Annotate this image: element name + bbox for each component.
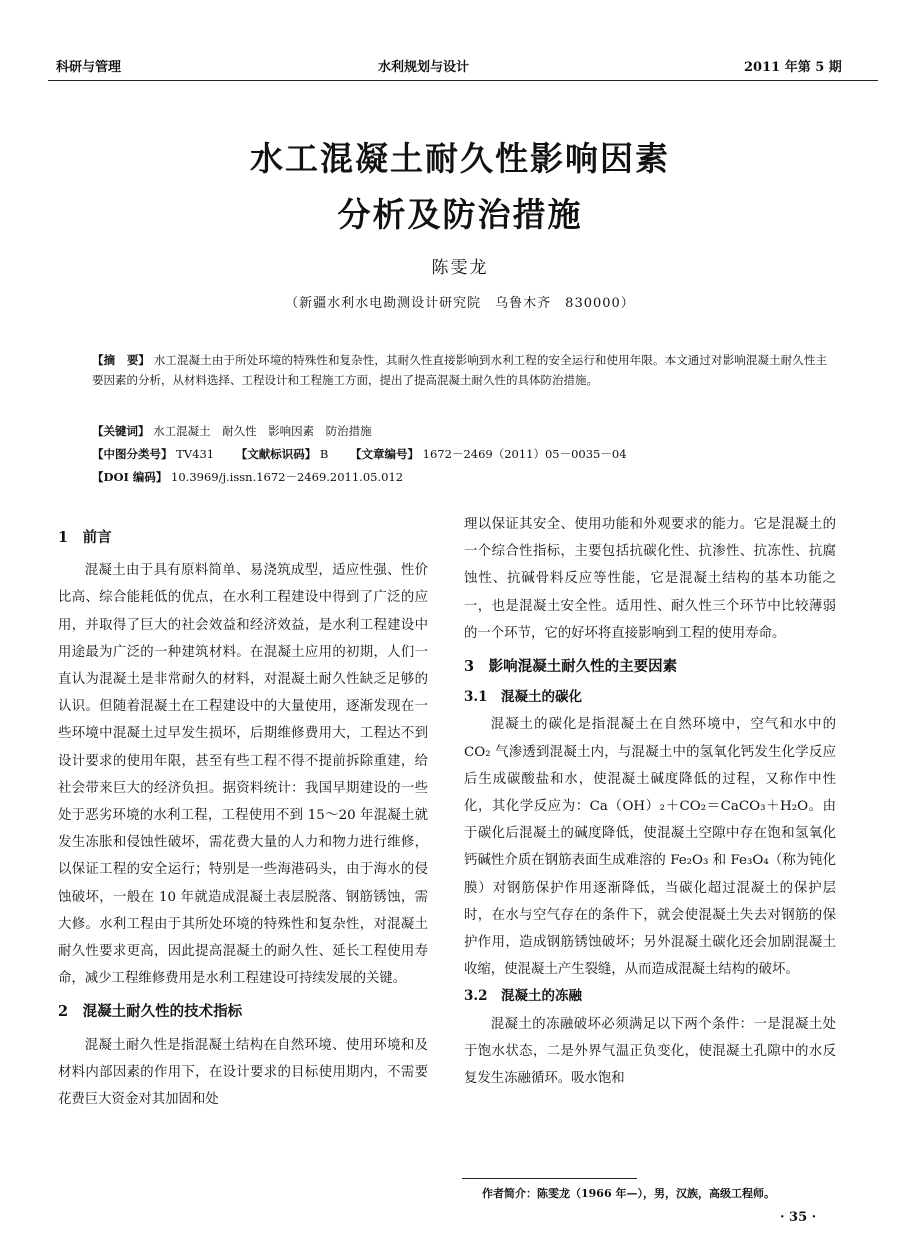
doi-line	[92, 467, 403, 487]
classification-line	[92, 444, 627, 464]
affiliation: （新疆水利水电勘测设计研究院 乌鲁木齐 830000）	[285, 296, 635, 311]
section-2-heading: 2 混凝土耐久性的技术指标	[58, 1003, 243, 1021]
keywords-text: 水工混凝土 耐久性 影响因素 防治措施	[153, 424, 372, 438]
author-footnote: 作者简介：陈雯龙（1966 年—），男，汉族，高级工程师。	[482, 1187, 775, 1200]
article-no-value: 1672－2469（2011）05－0035－04	[422, 447, 627, 461]
title-line-1: 水工混凝土耐久性影响因素	[250, 139, 670, 178]
abstract	[92, 350, 827, 390]
section-1-paragraph: 混凝土由于具有原料简单、易浇筑成型，适应性强、性价比高、综合能耗低的优点，在水利工程建设中得到了广泛的应用，并取得了巨大的社会效益和经济效益，是水利工程建设中用途最为广泛的一种建筑材料。在混凝土应用的初期，人们一直认为混凝土是非常耐久的材料，对混凝土耐久性缺乏足够的认识。但随着混凝土在工程建设中的大量使用，逐渐发现在一些环境中混凝土过早发生损坏，后期维修费用大，工程达不到设计要求的使用年限，甚至有些工程不得不提前拆除重建，给社会带来巨大的经济负担。据资料统计：我国早期建设的一些处于恶劣环境的水利工程，工程使用不到 15～20 年混凝土就发生冻胀和侵蚀性破坏，需花费大量的人力和物力进行维修，以保证工程的安全运行；特别是一些海港码头，由于海水的侵蚀破坏，一般在 10 年就造成混凝土表层脱落、钢筋锈蚀，需大修。水利工程由于其所处环境的特殊性和复杂性，对混凝土耐久性要求更高，因此提高混凝土的耐久性、延长工程使用寿命，减少工程维修费用是水利工程建设可持续发展的关键。	[58, 563, 428, 987]
keywords-label: 【关键词】	[92, 424, 150, 438]
header-issue: 2011 年第 5 期	[744, 60, 842, 75]
doi-value: 10.3969/j.issn.1672－2469.2011.05.012	[171, 470, 404, 484]
abstract-label: 【摘 要】	[92, 353, 151, 367]
doc-code-value: B	[319, 447, 329, 461]
clc-label: 【中图分类号】	[92, 447, 173, 461]
keywords	[92, 421, 372, 441]
header-rule	[48, 80, 878, 81]
footnote-rule	[462, 1178, 637, 1179]
continued-paragraph: 理以保证其安全、使用功能和外观要求的能力。它是混凝土的一个综合性指标，主要包括抗碳化性、抗渗性、抗冻性、抗腐蚀性、抗碱骨料反应等性能，它是混凝土结构的基本功能之一，也是混凝土安全性。适用性、耐久性三个环节中比较薄弱的一个环节，它的好坏将直接影响到工程的使用寿命。	[464, 517, 836, 641]
doi-label: 【DOI 编码】	[92, 470, 168, 484]
left-column	[58, 524, 428, 1113]
abstract-text: 水工混凝土由于所处环境的特殊性和复杂性，其耐久性直接影响到水利工程的安全运行和使用年限。本文通过对影响混凝土耐久性主要因素的分析，从材料选择、工程设计和工程施工方面，提出了提高混凝土耐久性的具体防治措施。	[92, 353, 827, 387]
section-3-heading: 3 影响混凝土耐久性的主要因素	[464, 658, 678, 676]
section-1-heading: 1 前言	[58, 529, 112, 546]
section-3-2-paragraph: 混凝土的冻融破坏必须满足以下两个条件：一是混凝土处于饱水状态，二是外界气温正负变化，使混凝土孔隙中的水反复发生冻融循环。吸水饱和	[464, 1016, 836, 1087]
section-2-paragraph: 混凝土耐久性是指混凝土结构在自然环境、使用环境和及材料内部因素的作用下，在设计要求的目标使用期内，不需要花费巨大资金对其加固和处	[58, 1037, 428, 1108]
right-column	[464, 511, 836, 1092]
author: 陈雯龙	[431, 258, 489, 278]
section-3-1-paragraph: 混凝土的碳化是指混凝土在自然环境中，空气和水中的 CO₂ 气渗透到混凝土内，与混凝土中的氢氧化钙发生化学反应后生成碳酸盐和水，使混凝土碱度降低的过程，又称作中性化，其化学反应为：Ca（OH）₂＋CO₂＝CaCO₃＋H₂O。由于碳化后混凝土的碱度降低，使混凝土空隙中存在饱和氢氧化钙碱性介质在钢筋表面生成难溶的 Fe₂O₃ 和 Fe₃O₄（称为钝化膜）对钢筋保护作用逐渐降低，当碳化超过混凝土的保护层时，在水与空气存在的条件下，就会使混凝土失去对钢筋的保护作用，造成钢筋锈蚀破坏；另外混凝土碳化还会加剧混凝土收缩，使混凝土产生裂缝，从而造成混凝土结构的破坏。	[464, 717, 836, 978]
section-3-1-heading: 3.1 混凝土的碳化	[464, 689, 582, 706]
section-3-2-heading: 3.2 混凝土的冻融	[464, 988, 582, 1005]
title-line-2: 分析及防治措施	[337, 195, 583, 234]
doc-code-label: 【文献标识码】	[235, 447, 317, 461]
clc-value: TV431	[176, 447, 215, 461]
article-no-label: 【文章编号】	[350, 447, 420, 461]
header-section-label: 科研与管理	[56, 60, 122, 75]
header-journal-name: 水利规划与设计	[378, 60, 470, 75]
page-number: · 35 ·	[780, 1210, 817, 1225]
